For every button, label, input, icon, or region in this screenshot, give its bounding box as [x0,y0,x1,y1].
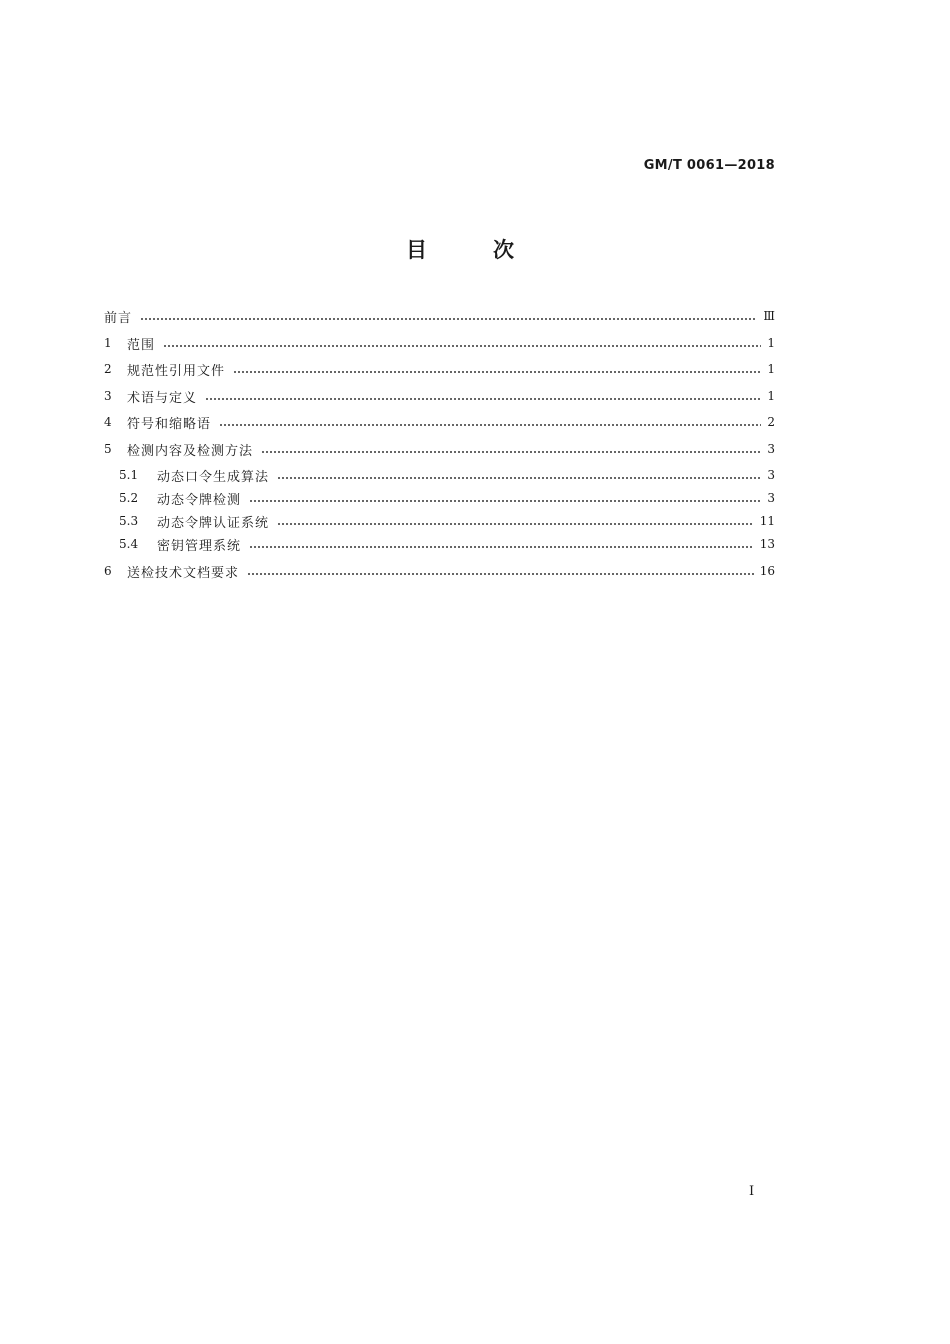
toc-entry-label: 动态令牌检测 [157,492,242,508]
toc-entry-terms[interactable] [104,386,775,406]
toc-leader [140,318,757,320]
toc-entry-normative-references[interactable] [104,359,775,379]
toc-entry-page: 16 [759,564,775,578]
toc-entry-label: 动态口令生成算法 [157,469,270,485]
toc-entry-label: 动态令牌认证系统 [157,515,270,531]
toc-entry-label: 前言 [104,310,133,326]
toc-entry-5-2[interactable] [119,488,775,508]
toc-entry-label: 术语与定义 [127,390,198,406]
toc-entry-number: 5.3 [119,514,139,528]
toc-entry-page: 1 [767,362,775,376]
toc-entry-test-content[interactable] [104,439,775,459]
toc-entry-page: Ⅲ [763,309,775,323]
toc-entry-number: 6 [104,564,112,578]
toc-entry-number: 5.4 [119,537,139,551]
toc-entry-page: 11 [759,514,775,528]
toc-entry-number: 5 [104,442,112,456]
toc-entry-page: 2 [767,415,775,429]
toc-leader [205,398,761,400]
toc-entry-5-3[interactable] [119,511,775,531]
toc-leader [249,500,761,502]
toc-entry-number: 2 [104,362,112,376]
toc-entry-symbols[interactable] [104,412,775,432]
toc-entry-label: 检测内容及检测方法 [127,443,254,459]
toc-entry-page: 1 [767,336,775,350]
toc-entry-label: 密钥管理系统 [157,538,242,554]
toc-leader [219,424,761,426]
toc-entry-number: 4 [104,415,112,429]
toc-leader [249,546,754,548]
page-number: I [749,1184,755,1199]
toc-entry-label: 送检技术文档要求 [127,565,240,581]
toc-entry-number: 5.1 [119,468,139,482]
toc-entry-page: 13 [759,537,775,551]
toc-entry-label: 规范性引用文件 [127,363,226,379]
toc-entry-5-1[interactable] [119,465,775,485]
toc-entry-foreword[interactable] [104,306,775,326]
toc-entry-scope[interactable] [104,333,775,353]
toc-leader [163,345,761,347]
toc-entry-page: 3 [767,468,775,482]
toc-leader [233,371,761,373]
toc-entry-page: 1 [767,389,775,403]
toc-leader [277,477,761,479]
document-code: GM/T 0061—2018 [643,158,775,173]
toc-leader [247,573,754,575]
toc-entry-number: 1 [104,336,112,350]
toc-entry-number: 3 [104,389,112,403]
toc-entry-page: 3 [767,442,775,456]
toc-leader [277,523,754,525]
toc-entry-label: 范围 [127,337,156,353]
toc-entry-number: 5.2 [119,491,139,505]
toc-entry-label: 符号和缩略语 [127,416,212,432]
toc-leader [261,451,761,453]
toc-entry-documentation[interactable] [104,561,775,581]
toc-entry-page: 3 [767,491,775,505]
toc-title: 目 次 [406,238,550,262]
toc-entry-5-4[interactable] [119,534,775,554]
